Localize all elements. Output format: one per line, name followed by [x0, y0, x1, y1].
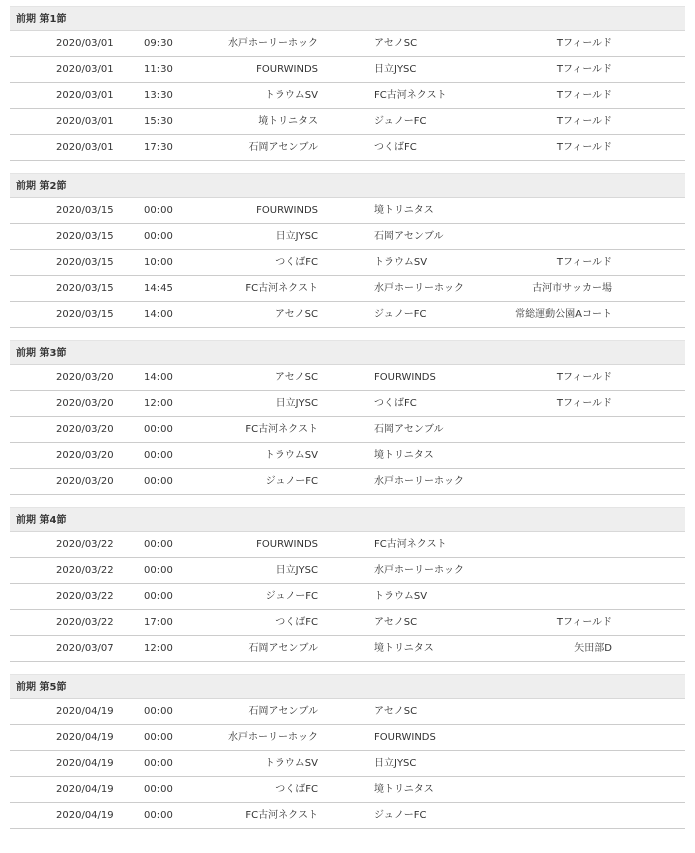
match-row [10, 636, 685, 662]
match-date: 2020/03/20 [56, 450, 114, 461]
match-row [10, 532, 685, 558]
away-team: アセノSC [374, 706, 418, 717]
home-team: トラウムSV [264, 758, 318, 769]
match-date: 2020/04/19 [56, 706, 114, 717]
away-team: つくばFC [374, 398, 417, 409]
away-team: 石岡アセンブル [374, 231, 444, 242]
away-team: 水戸ホーリーホック [374, 476, 464, 487]
away-team: トラウムSV [374, 591, 428, 602]
match-row [10, 417, 685, 443]
match-row [10, 198, 685, 224]
match-time: 00:00 [144, 758, 173, 769]
away-team: 境トリニタス [374, 205, 434, 216]
round-header: 前期 第4節 [10, 507, 685, 532]
home-team: FOURWINDS [256, 205, 318, 216]
match-row [10, 83, 685, 109]
match-time: 12:00 [144, 398, 173, 409]
away-team: ジュノーFC [374, 116, 427, 127]
match-date: 2020/04/19 [56, 784, 114, 795]
match-date: 2020/03/15 [56, 283, 114, 294]
home-team: 水戸ホーリーホック [228, 732, 318, 743]
match-time: 00:00 [144, 450, 173, 461]
home-team: 石岡アセンブル [248, 706, 318, 717]
match-venue [490, 469, 612, 494]
match-date: 2020/03/20 [56, 424, 114, 435]
match-date: 2020/03/15 [56, 309, 114, 320]
match-time: 00:00 [144, 784, 173, 795]
home-team: 日立JYSC [275, 398, 318, 409]
away-team: つくばFC [374, 142, 417, 153]
match-venue [490, 751, 612, 776]
home-team: 水戸ホーリーホック [228, 38, 318, 49]
home-team: 日立JYSC [275, 565, 318, 576]
match-date: 2020/03/15 [56, 205, 114, 216]
match-row [10, 610, 685, 636]
away-team: 水戸ホーリーホック [374, 565, 464, 576]
round-header: 前期 第2節 [10, 173, 685, 198]
match-time: 00:00 [144, 732, 173, 743]
match-venue: Tフィールド [556, 372, 612, 383]
match-date: 2020/03/20 [56, 372, 114, 383]
match-time: 14:00 [144, 372, 173, 383]
home-team: FC古河ネクスト [245, 283, 318, 294]
match-venue [490, 224, 612, 249]
match-venue: Tフィールド [556, 398, 612, 409]
home-team: FOURWINDS [256, 64, 318, 75]
match-venue [490, 777, 612, 802]
match-row [10, 725, 685, 751]
match-venue [490, 725, 612, 750]
match-time: 17:00 [144, 617, 173, 628]
match-time: 11:30 [144, 64, 173, 75]
match-date: 2020/03/01 [56, 90, 114, 101]
away-team: FOURWINDS [374, 372, 436, 383]
home-team: 日立JYSC [275, 231, 318, 242]
home-team: FC古河ネクスト [245, 424, 318, 435]
away-team: 境トリニタス [374, 450, 434, 461]
match-date: 2020/03/07 [56, 643, 114, 654]
round-header: 前期 第1節 [10, 6, 685, 31]
away-team: FOURWINDS [374, 732, 436, 743]
home-team: アセノSC [274, 372, 318, 383]
round-header: 前期 第3節 [10, 340, 685, 365]
match-row [10, 57, 685, 83]
match-date: 2020/03/01 [56, 64, 114, 75]
match-venue: 古河市サッカー場 [532, 283, 612, 294]
match-time: 14:00 [144, 309, 173, 320]
match-date: 2020/03/22 [56, 565, 114, 576]
match-date: 2020/03/01 [56, 116, 114, 127]
match-date: 2020/03/22 [56, 617, 114, 628]
round-section [10, 173, 685, 328]
match-date: 2020/03/01 [56, 38, 114, 49]
match-time: 09:30 [144, 38, 173, 49]
match-row [10, 469, 685, 495]
match-time: 00:00 [144, 565, 173, 576]
away-team: トラウムSV [374, 257, 428, 268]
match-venue [490, 443, 612, 468]
home-team: 境トリニタス [258, 116, 318, 127]
match-row [10, 751, 685, 777]
match-row [10, 391, 685, 417]
match-venue [490, 803, 612, 828]
match-venue [490, 558, 612, 583]
home-team: 石岡アセンブル [248, 142, 318, 153]
match-date: 2020/04/19 [56, 810, 114, 821]
match-venue: Tフィールド [556, 64, 612, 75]
match-date: 2020/04/19 [56, 758, 114, 769]
away-team: FC古河ネクスト [374, 539, 447, 550]
match-row [10, 584, 685, 610]
match-time: 00:00 [144, 424, 173, 435]
away-team: ジュノーFC [374, 810, 427, 821]
match-row [10, 365, 685, 391]
match-date: 2020/03/22 [56, 591, 114, 602]
schedule-table [10, 6, 685, 829]
match-time: 00:00 [144, 591, 173, 602]
away-team: 境トリニタス [374, 784, 434, 795]
home-team: ジュノーFC [265, 476, 318, 487]
match-time: 00:00 [144, 476, 173, 487]
match-time: 00:00 [144, 231, 173, 242]
match-venue: Tフィールド [556, 38, 612, 49]
away-team: 境トリニタス [374, 643, 434, 654]
match-date: 2020/03/15 [56, 231, 114, 242]
match-date: 2020/03/15 [56, 257, 114, 268]
round-header: 前期 第5節 [10, 674, 685, 699]
match-date: 2020/03/01 [56, 142, 114, 153]
match-row [10, 31, 685, 57]
match-row [10, 699, 685, 725]
match-date: 2020/03/22 [56, 539, 114, 550]
match-row [10, 135, 685, 161]
match-venue: 矢田部D [574, 643, 612, 654]
match-time: 00:00 [144, 539, 173, 550]
match-venue: Tフィールド [556, 116, 612, 127]
away-team: FC古河ネクスト [374, 90, 447, 101]
match-time: 00:00 [144, 810, 173, 821]
match-date: 2020/04/19 [56, 732, 114, 743]
round-section [10, 507, 685, 662]
match-venue [490, 699, 612, 724]
match-venue: Tフィールド [556, 142, 612, 153]
away-team: アセノSC [374, 617, 418, 628]
match-time: 12:00 [144, 643, 173, 654]
match-row [10, 777, 685, 803]
match-row [10, 224, 685, 250]
match-venue: Tフィールド [556, 90, 612, 101]
round-section [10, 6, 685, 161]
match-row [10, 803, 685, 829]
round-section [10, 674, 685, 829]
home-team: つくばFC [275, 257, 318, 268]
match-venue [490, 417, 612, 442]
match-row [10, 302, 685, 328]
home-team: FOURWINDS [256, 539, 318, 550]
match-time: 10:00 [144, 257, 173, 268]
home-team: 石岡アセンブル [248, 643, 318, 654]
match-row [10, 250, 685, 276]
home-team: つくばFC [275, 617, 318, 628]
match-time: 17:30 [144, 142, 173, 153]
match-time: 00:00 [144, 706, 173, 717]
match-row [10, 558, 685, 584]
match-row [10, 276, 685, 302]
match-venue [490, 584, 612, 609]
away-team: 日立JYSC [374, 64, 417, 75]
match-venue [490, 198, 612, 223]
home-team: FC古河ネクスト [245, 810, 318, 821]
home-team: ジュノーFC [265, 591, 318, 602]
away-team: 水戸ホーリーホック [374, 283, 464, 294]
match-time: 15:30 [144, 116, 173, 127]
home-team: トラウムSV [264, 90, 318, 101]
match-date: 2020/03/20 [56, 476, 114, 487]
match-date: 2020/03/20 [56, 398, 114, 409]
match-time: 13:30 [144, 90, 173, 101]
away-team: 日立JYSC [374, 758, 417, 769]
away-team: ジュノーFC [374, 309, 427, 320]
away-team: アセノSC [374, 38, 418, 49]
match-venue: Tフィールド [556, 257, 612, 268]
match-row [10, 443, 685, 469]
away-team: 石岡アセンブル [374, 424, 444, 435]
match-venue [490, 532, 612, 557]
match-time: 00:00 [144, 205, 173, 216]
home-team: アセノSC [274, 309, 318, 320]
match-venue: 常総運動公園Aコート [515, 309, 612, 320]
round-section [10, 340, 685, 495]
match-venue: Tフィールド [556, 617, 612, 628]
match-row [10, 109, 685, 135]
home-team: つくばFC [275, 784, 318, 795]
home-team: トラウムSV [264, 450, 318, 461]
match-time: 14:45 [144, 283, 173, 294]
